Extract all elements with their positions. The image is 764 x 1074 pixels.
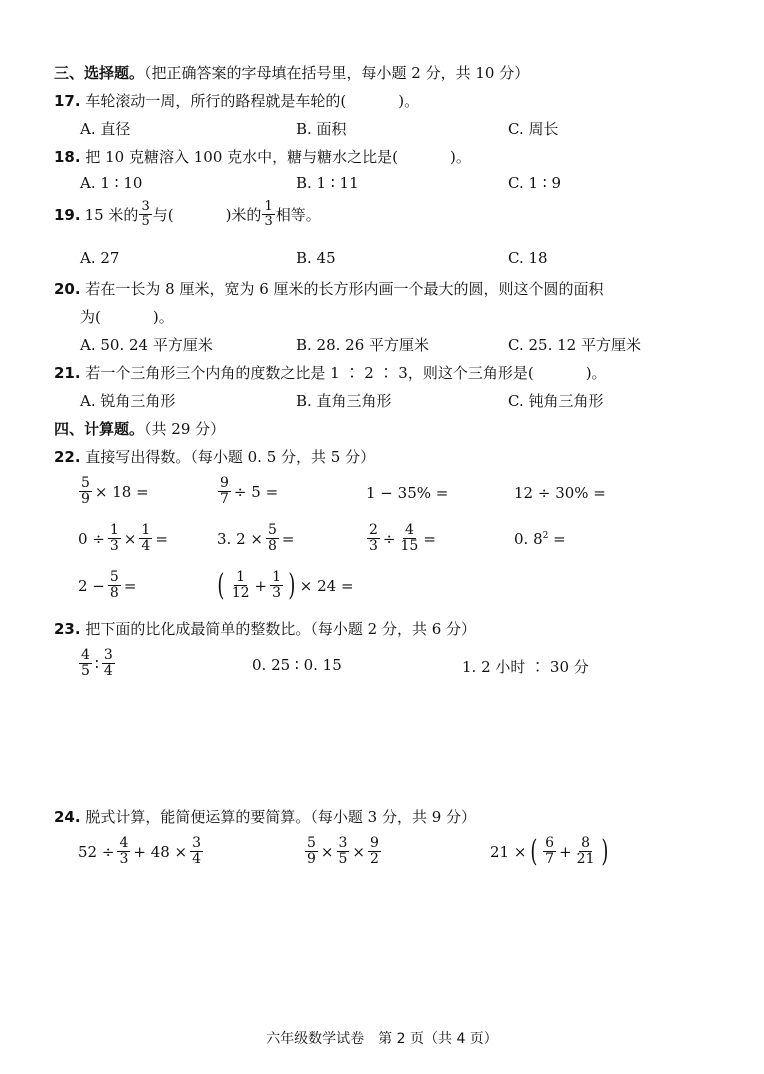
question-number: 21. (54, 364, 81, 382)
question-text-end: )。 (450, 148, 471, 166)
fraction: $\frac{3}{5}$ (141, 199, 150, 229)
question-23 (54, 618, 476, 639)
question-text-end: )。 (585, 364, 607, 382)
section-3-title: 三、选择题。 (54, 64, 145, 82)
calc-expression (78, 476, 149, 507)
q17-option-a: A. 直径 (80, 120, 131, 138)
fraction: $\frac{2}{3}$ (369, 522, 378, 554)
expression-text: × (123, 529, 137, 548)
q20-option-c: C. 25. 12 平方厘米 (508, 336, 641, 354)
ratio-expression (78, 648, 116, 679)
q18-option-b: B. 1 ∶ 11 (296, 174, 359, 192)
expression-text: ÷ (382, 529, 396, 548)
calc-expression (217, 523, 294, 554)
question-18 (54, 146, 471, 167)
left-paren: ( (217, 567, 225, 603)
fraction: $\frac{1}{3}$ (109, 522, 119, 554)
section-3-heading (54, 62, 529, 83)
expression-text: × (352, 842, 365, 861)
question-text-end: )。 (398, 92, 420, 110)
expression-text: 21 × (490, 842, 527, 861)
question-number: 17. (54, 92, 81, 110)
calc-expression (78, 523, 168, 554)
question-text: 若在一长为 8 厘米，宽为 6 厘米的长方形内画一个最大的圆，则这个圆的面积 (85, 280, 604, 298)
calc-expression (78, 836, 204, 867)
question-text: 为( (80, 308, 101, 326)
fraction: $\frac{3}{4}$ (192, 835, 202, 867)
question-text: 直接写出得数。（每小题 0. 5 分，共 5 分） (85, 448, 376, 466)
q21-option-a: A. 锐角三角形 (80, 392, 176, 410)
expression-text: 0 ÷ (78, 529, 105, 548)
fraction: $\frac{4}{3}$ (119, 835, 129, 867)
expression-text: = (123, 576, 137, 595)
section-4-note: （共 29 分） (144, 420, 226, 438)
expression-text: × 24 = (299, 576, 354, 595)
calc-expression (217, 476, 278, 507)
fraction: $\frac{1}{4}$ (141, 522, 151, 554)
question-text: 与( (152, 206, 174, 224)
calc-expression: 1 − 35% = (366, 484, 449, 502)
question-number: 20. (54, 280, 81, 298)
fraction: $\frac{5}{9}$ (81, 475, 90, 507)
expression-text: 52 ÷ (78, 842, 115, 861)
question-text: 把 10 克糖溶入 100 克水中，糖与糖水之比是( (85, 148, 399, 166)
ratio-expression: 0. 25 ∶ 0. 15 (252, 656, 342, 674)
ratio-expression: 1. 2 小时 ∶ 30 分 (462, 658, 589, 676)
expression-text: + (254, 576, 268, 595)
calc-expression (78, 570, 136, 601)
question-text: 15 米的 (84, 206, 139, 224)
expression-text: + 48 × (133, 842, 188, 861)
expression-text: = (155, 529, 168, 548)
page-footer: 六年级数学试卷 第 2 页（共 4 页） (266, 1031, 498, 1047)
fraction: $\frac{3}{4}$ (103, 647, 113, 679)
q18-option-a: A. 1 ∶ 10 (80, 174, 143, 192)
fraction: $\frac{9}{7}$ (220, 475, 229, 507)
question-24 (54, 806, 476, 827)
expression-text: × (320, 842, 334, 861)
question-22 (54, 446, 375, 467)
q21-option-b: B. 直角三角形 (296, 392, 392, 410)
q17-option-b: B. 面积 (296, 120, 347, 138)
question-text-end: 相等。 (275, 206, 321, 224)
question-text: 车轮滚动一周，所行的路程就是车轮的( (85, 92, 347, 110)
fraction: $\frac{5}{8}$ (109, 569, 119, 601)
exponent: 2 (542, 531, 549, 541)
question-number: 23. (54, 620, 81, 638)
fraction: $\frac{3}{5}$ (338, 835, 348, 867)
section-4-title: 四、计算题。 (54, 420, 145, 438)
right-paren: ) (288, 567, 296, 603)
expression-text: 2 − (78, 576, 105, 595)
question-17 (54, 90, 419, 111)
fraction: $\frac{1}{12}$ (231, 569, 250, 601)
fraction: $\frac{4}{5}$ (81, 647, 90, 679)
fraction: $\frac{5}{8}$ (267, 522, 277, 554)
calc-expression (490, 833, 611, 869)
q20-option-b: B. 28. 26 平方厘米 (296, 336, 430, 354)
expression-text: = (423, 529, 436, 548)
expression-text: + (559, 842, 572, 861)
expression-text: 3. 2 × (217, 529, 263, 548)
question-number: 24. (54, 808, 81, 826)
question-text: 把下面的比化成最简单的整数比。（每小题 2 分，共 6 分） (85, 620, 477, 638)
question-19 (54, 200, 321, 229)
fraction: $\frac{8}{21}$ (576, 835, 595, 867)
expression-text: 0. 8 (514, 530, 543, 548)
q20-option-a: A. 50. 24 平方厘米 (80, 336, 213, 354)
fraction: $\frac{1}{3}$ (272, 569, 282, 601)
q19-option-b: B. 45 (296, 249, 336, 267)
q19-option-c: C. 18 (508, 249, 548, 267)
calc-expression (215, 567, 354, 603)
question-20 (54, 278, 604, 299)
question-20-line2 (80, 306, 174, 327)
question-text: )米的 (225, 206, 262, 224)
fraction: $\frac{4}{15}$ (400, 522, 419, 554)
calc-expression: 12 ÷ 30% = (514, 484, 606, 502)
question-number: 22. (54, 448, 81, 466)
expression-text: ÷ 5 = (233, 482, 279, 501)
q21-option-c: C. 钝角三角形 (508, 392, 604, 410)
fraction: $\frac{9}{2}$ (370, 835, 379, 867)
left-paren: ( (530, 833, 538, 869)
question-text: 若一个三角形三个内角的度数之比是 1 ∶ 2 ∶ 3，则这个三角形是( (85, 364, 534, 382)
expression-text: = (553, 530, 566, 548)
calc-expression (366, 523, 436, 554)
fraction: $\frac{6}{7}$ (545, 835, 555, 867)
fraction: $\frac{5}{9}$ (307, 835, 316, 867)
expression-text: ∶ (94, 654, 99, 673)
q17-option-c: C. 周长 (508, 120, 559, 138)
right-paren: ) (601, 833, 609, 869)
q19-option-a: A. 27 (80, 249, 120, 267)
expression-text: = (281, 529, 295, 548)
question-number: 19. (54, 205, 81, 224)
fraction: $\frac{1}{3}$ (264, 199, 273, 229)
expression-text: × 18 = (94, 482, 149, 501)
question-number: 18. (54, 148, 81, 166)
calc-expression (304, 836, 382, 867)
q18-option-c: C. 1 ∶ 9 (508, 174, 562, 192)
question-text-end: )。 (152, 308, 174, 326)
question-text: 脱式计算，能简便运算的要简算。（每小题 3 分，共 9 分） (85, 808, 477, 826)
section-3-note: （把正确答案的字母填在括号里，每小题 2 分，共 10 分） (144, 64, 530, 82)
question-21 (54, 362, 607, 383)
calc-expression (514, 530, 566, 548)
section-4-heading (54, 418, 225, 439)
